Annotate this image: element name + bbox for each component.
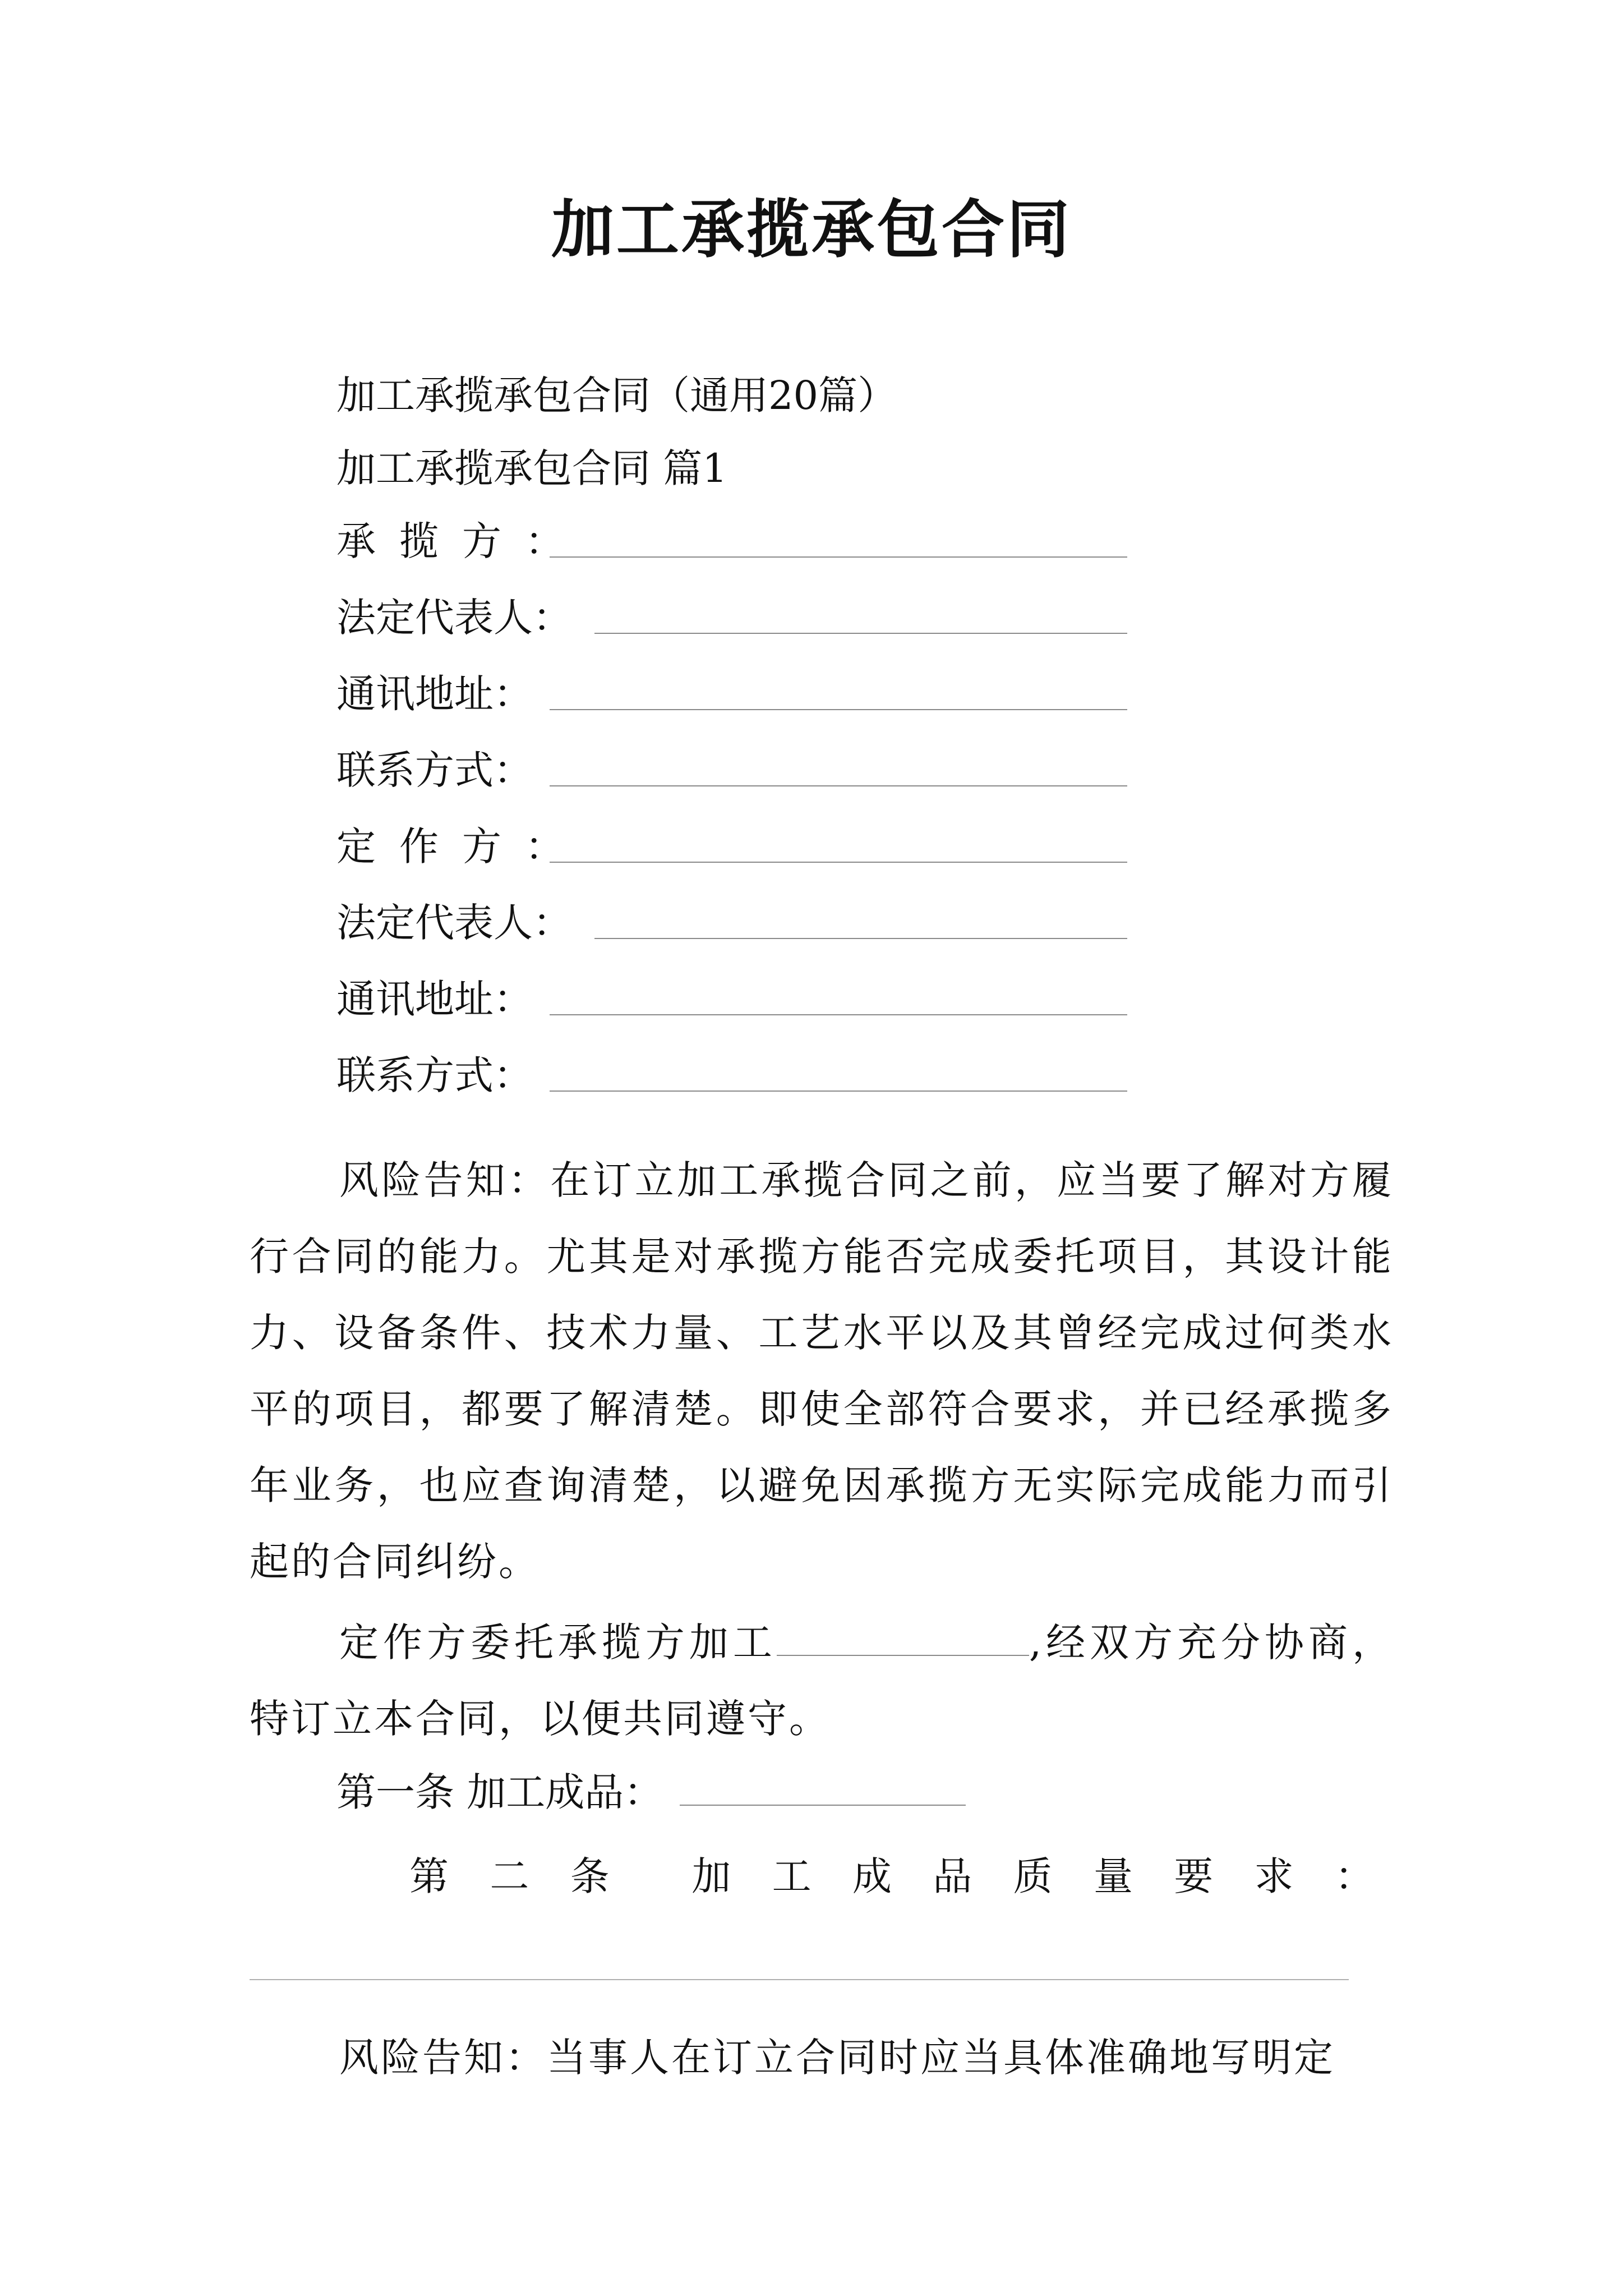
article-2-char: 品 xyxy=(933,1853,972,1899)
orderer-address-field xyxy=(336,974,533,1024)
orderer-field xyxy=(336,821,588,872)
article-2-char: 量 xyxy=(1093,1853,1133,1899)
article-2-char: 第 xyxy=(409,1853,449,1899)
contractor-address-label: 通讯地址： xyxy=(336,671,533,717)
contractor-contact-blank xyxy=(550,785,1127,786)
article-1 xyxy=(336,1767,966,1818)
contractor-contact-label: 联系方式： xyxy=(336,747,533,793)
orderer-contact-label: 联系方式： xyxy=(336,1052,533,1098)
contractor-address-field xyxy=(336,669,533,719)
document-title: 加工承揽承包合同 xyxy=(551,193,1072,266)
orderer-blank xyxy=(550,862,1127,863)
article-2-char: 二 xyxy=(490,1853,529,1899)
article-2-char: 条 xyxy=(570,1853,610,1899)
processing-item-blank xyxy=(777,1621,1029,1656)
article-2-char: 质 xyxy=(1013,1853,1053,1899)
agreement-intro-text-1: 定作方委托承揽方加工 xyxy=(339,1619,777,1665)
agreement-intro-paragraph xyxy=(250,1604,1394,1757)
quality-requirement-blank xyxy=(250,1979,1349,1980)
contractor-contact-field xyxy=(336,745,533,795)
orderer-address-blank xyxy=(550,1014,1127,1015)
article-2-char: 要 xyxy=(1174,1853,1214,1899)
contractor-blank xyxy=(550,556,1127,558)
agreement-intro-text-2: ,经双方充分协商，特订立本合同，以便共同遵守。 xyxy=(250,1619,1394,1742)
contractor-field xyxy=(336,516,588,567)
article-2-char: 加 xyxy=(691,1853,731,1899)
article-2-char: ： xyxy=(1334,1853,1374,1899)
orderer-address-label: 通讯地址： xyxy=(336,976,533,1022)
contractor-legal-rep-label: 法定代表人： xyxy=(336,595,572,641)
orderer-contact-field xyxy=(336,1050,533,1101)
article-1-label: 第一条 加工成品： xyxy=(336,1769,663,1815)
contractor-legal-rep-field xyxy=(336,592,572,643)
orderer-label: 定作方： xyxy=(336,823,588,869)
section-heading: 加工承揽承包合同 篇1 xyxy=(336,445,727,491)
article-2-char: 成 xyxy=(852,1853,892,1899)
orderer-contact-blank xyxy=(550,1091,1127,1092)
article-2-char: 工 xyxy=(772,1853,811,1899)
article-2-char: 求 xyxy=(1254,1853,1294,1899)
finished-product-blank xyxy=(680,1771,966,1806)
contractor-address-blank xyxy=(550,709,1127,710)
orderer-legal-rep-label: 法定代表人： xyxy=(336,900,572,946)
risk-notice-paragraph: 风险告知：在订立加工承揽合同之前，应当要了解对方履行合同的能力。尤其是对承揽方能否完成委托项目，其设计能力、设备条件、技术力量、工艺水平以及其曾经完成过何类水平的项目，都要了解清楚。即使全部符合要求，并已经承揽多年业务，也应查询清楚，以避免因承揽方无实际完成能力而引起的合同纠纷。 xyxy=(250,1157,1394,1585)
risk-notice-2-paragraph: 风险告知：当事人在订立合同时应当具体准确地写明定 xyxy=(339,2035,1335,2081)
contractor-legal-rep-blank xyxy=(594,633,1127,634)
article-2-heading xyxy=(409,1851,1374,1902)
document-subtitle: 加工承揽承包合同（通用20篇） xyxy=(336,372,897,418)
contractor-label: 承揽方： xyxy=(336,518,588,564)
orderer-legal-rep-field xyxy=(336,898,572,948)
orderer-legal-rep-blank xyxy=(594,938,1127,939)
